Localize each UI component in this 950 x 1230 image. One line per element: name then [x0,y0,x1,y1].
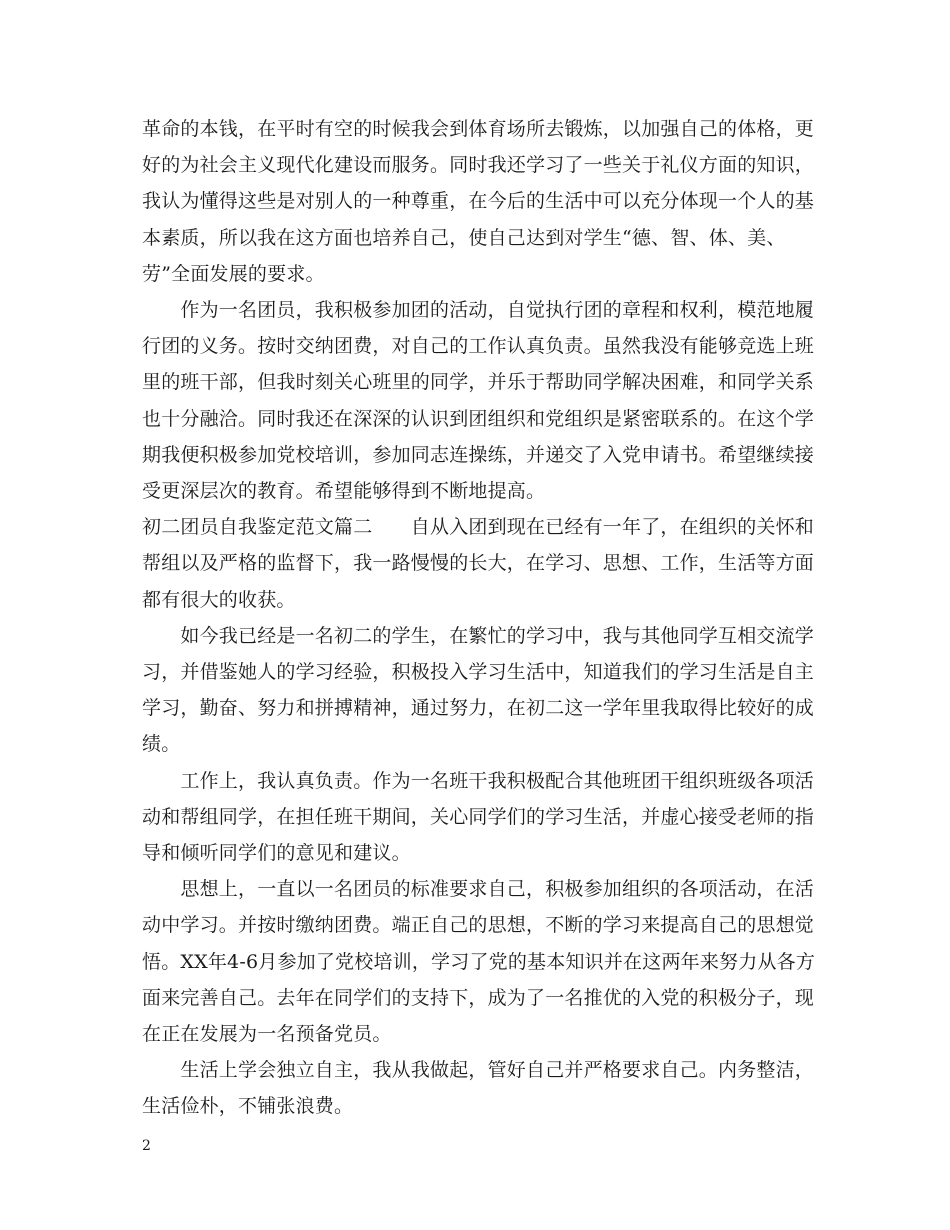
text-line: 本素质，所以我在这方面也培养自己，使自己达到对学生“德、智、体、美、 [142,226,786,249]
text-line: 绩。 [142,733,181,756]
text-line: 行团的义务。按时交纳团费，对自己的工作认真负责。虽然我没有能够竞选上班 [142,335,815,358]
text-line: 工作上，我认真负责。作为一名班干我积极配合其他班团干组织班级各项活 [142,769,815,792]
text-line: 习，并借鉴她人的学习经验，积极投入学习生活中，知道我们的学习生活是自主 [142,661,815,683]
text-line: 里的班干部，但我时刻关心班里的同学，并乐于帮助同学解决困难，和同学关系 [142,371,815,394]
text-line: 悟。XX年4-6月参加了党校培训，学习了党的基本知识并在这两年来努力从各方 [142,950,816,973]
text-line: 受更深层次的教育。希望能够得到不断地提高。 [142,480,546,502]
text-line: 动和帮组同学，在担任班干期间，关心同学们的学习生活，并虚心接受老师的指 [142,805,815,828]
text-line: 好的为社会主义现代化建设而服务。同时我还学习了一些关于礼仪方面的知识， [142,154,815,177]
text-line: 作为一名团员，我积极参加团的活动，自觉执行团的章程和权利，模范地履 [142,299,815,321]
text-line: 帮组以及严格的监督下，我一路慢慢的长大，在学习、思想、工作，生活等方面 [142,552,815,575]
text-line: 我认为懂得这些是对别人的一种尊重，在今后的生活中可以充分体现一个人的基 [142,190,815,213]
text-line: 思想上，一直以一名团员的标准要求自己，积极参加组织的各项活动，在活 [142,878,815,901]
text-line: 期我便积极参加党校培训，参加同志连操练，并递交了入党申请书。希望继续接 [142,443,815,466]
text-line: 导和倾听同学们的意见和建议。 [142,842,411,864]
text-line: 劳”全面发展的要求。 [142,262,325,285]
text-line: 在正在发展为一名预备党员。 [142,1023,392,1045]
text-line: 革命的本钱，在平时有空的时候我会到体育场所去锻炼，以加强自己的体格，更 [142,118,815,140]
text-line: 如今我已经是一名初二的学生，在繁忙的学习中，我与其他同学互相交流学 [142,624,815,647]
page-number: 2 [142,1138,151,1154]
text-line: 生活上学会独立自主，我从我做起，管好自己并严格要求自己。内务整洁， [142,1059,815,1082]
text-line: 学习，勤奋、努力和拼搏精神，通过努力，在初二这一学年里我取得比较好的成 [142,697,815,720]
text-line: 面来完善自己。去年在同学们的支持下，成为了一名推优的入党的积极分子，现 [142,986,815,1009]
text-line: 动中学习。并按时缴纳团费。端正自己的思想，不断的学习来提高自己的思想觉 [142,914,815,937]
text-line: 都有很大的收获。 [142,588,296,611]
text-line: 也十分融洽。同时我还在深深的认识到团组织和党组织是紧密联系的。在这个学 [142,407,815,430]
text-line: 生活俭朴，不铺张浪费。 [142,1095,354,1118]
section-heading-line: 初二团员自我鉴定范文篇二 自从入团到现在已经有一年了，在组织的关怀和 [142,516,815,539]
